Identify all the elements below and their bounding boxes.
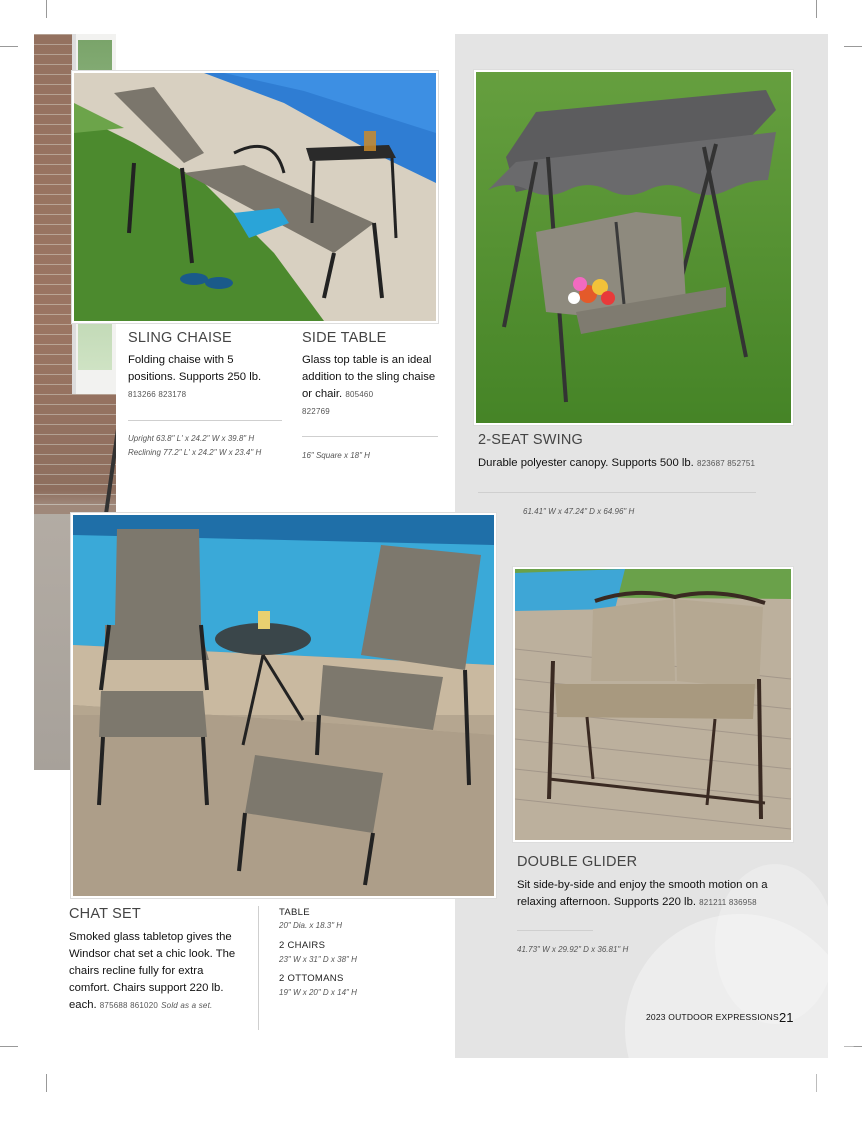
- two-seat-swing-skus: 823687 852751: [696, 459, 756, 468]
- two-seat-swing-name: 2-SEAT SWING: [478, 432, 583, 448]
- chat-set-ottomans-label: 2 OTTOMANS: [279, 973, 344, 984]
- chat-set-chairs-label: 2 CHAIRS: [279, 940, 326, 951]
- page-number: 21: [779, 1010, 794, 1025]
- sling-chaise-image: [74, 73, 436, 321]
- two-seat-swing-desc-text: Durable polyester canopy. Supports 500 lb.: [478, 457, 694, 469]
- dims-upright: Upright 63.8" L' x 24.2" W x 39.8" H: [128, 434, 255, 443]
- chat-set-photo: [71, 513, 496, 898]
- chat-set-chairs-dims: 23" W x 31" D x 38" H: [279, 955, 357, 964]
- crop-mark: [844, 46, 862, 47]
- side-table-name: SIDE TABLE: [302, 330, 387, 346]
- crop-mark: [816, 0, 817, 18]
- side-table-description: [302, 352, 442, 420]
- chat-set-table-dims: 20" Dia. x 18.3" H: [279, 921, 343, 930]
- chat-set-table-label: TABLE: [279, 907, 310, 918]
- chat-set-name: CHAT SET: [69, 906, 141, 922]
- double-glider-desc-text: Sit side-by-side and enjoy the smooth motion on a relaxing afternoon. Supports 220 lb.: [517, 879, 768, 908]
- crop-mark: [46, 0, 47, 18]
- double-glider-photo: [513, 567, 793, 842]
- sling-chaise-desc-text: Folding chaise with 5 positions. Supports 250 lb.: [128, 354, 262, 383]
- side-table-sku-inline: 805460: [345, 390, 374, 399]
- crop-mark: [0, 46, 18, 47]
- double-glider-image: [515, 569, 791, 840]
- double-glider-description: [517, 877, 799, 911]
- crop-mark: [0, 1046, 18, 1047]
- divider: [302, 436, 438, 437]
- divider: [128, 420, 282, 421]
- double-glider-skus: 821211 836958: [699, 898, 757, 907]
- chat-set-skus: 875688 861020: [99, 1001, 158, 1010]
- two-seat-swing-description: [478, 455, 778, 472]
- sling-chaise-description: [128, 352, 278, 403]
- side-table-dimensions: 16" Square x 18" H: [302, 451, 370, 460]
- divider: [517, 930, 593, 931]
- two-seat-swing-image: [476, 72, 791, 423]
- chat-set-description: [69, 929, 247, 1014]
- side-table-desc-text: Glass top table is an ideal addition to the sling chaise or chair.: [302, 354, 436, 400]
- dims-reclining: Reclining 77.2" L' x 24.2" W x 23.4" H: [128, 448, 262, 457]
- divider: [478, 492, 756, 493]
- sling-chaise-name: SLING CHAISE: [128, 330, 232, 346]
- sling-chaise-photo: [72, 71, 438, 323]
- chat-set-sold-note: Sold as a set.: [161, 1001, 213, 1010]
- sling-chaise-dimensions: [128, 432, 288, 460]
- chat-set-ottomans-dims: 19" W x 20" D x 14" H: [279, 988, 357, 997]
- sling-chaise-skus: 813266 823178: [128, 390, 187, 399]
- catalog-footer-title: 2023 OUTDOOR EXPRESSIONS: [646, 1012, 779, 1022]
- two-seat-swing-photo: [474, 70, 793, 425]
- double-glider-name: DOUBLE GLIDER: [517, 854, 638, 870]
- chat-set-desc-text: Smoked glass tabletop gives the Windsor chat set a chic look. The chairs recline fully for extra comfort. Chairs support 220 lb. each.: [69, 931, 236, 1011]
- chat-set-image: [73, 515, 494, 896]
- side-table-sku-line: 822769: [302, 407, 330, 416]
- double-glider-dimensions: 41.73" W x 29.92" D x 36.81" H: [517, 945, 629, 954]
- divider: [258, 906, 259, 1030]
- crop-mark: [46, 1074, 47, 1092]
- two-seat-swing-dimensions: 61.41" W x 47.24" D x 64.96" H: [523, 507, 635, 516]
